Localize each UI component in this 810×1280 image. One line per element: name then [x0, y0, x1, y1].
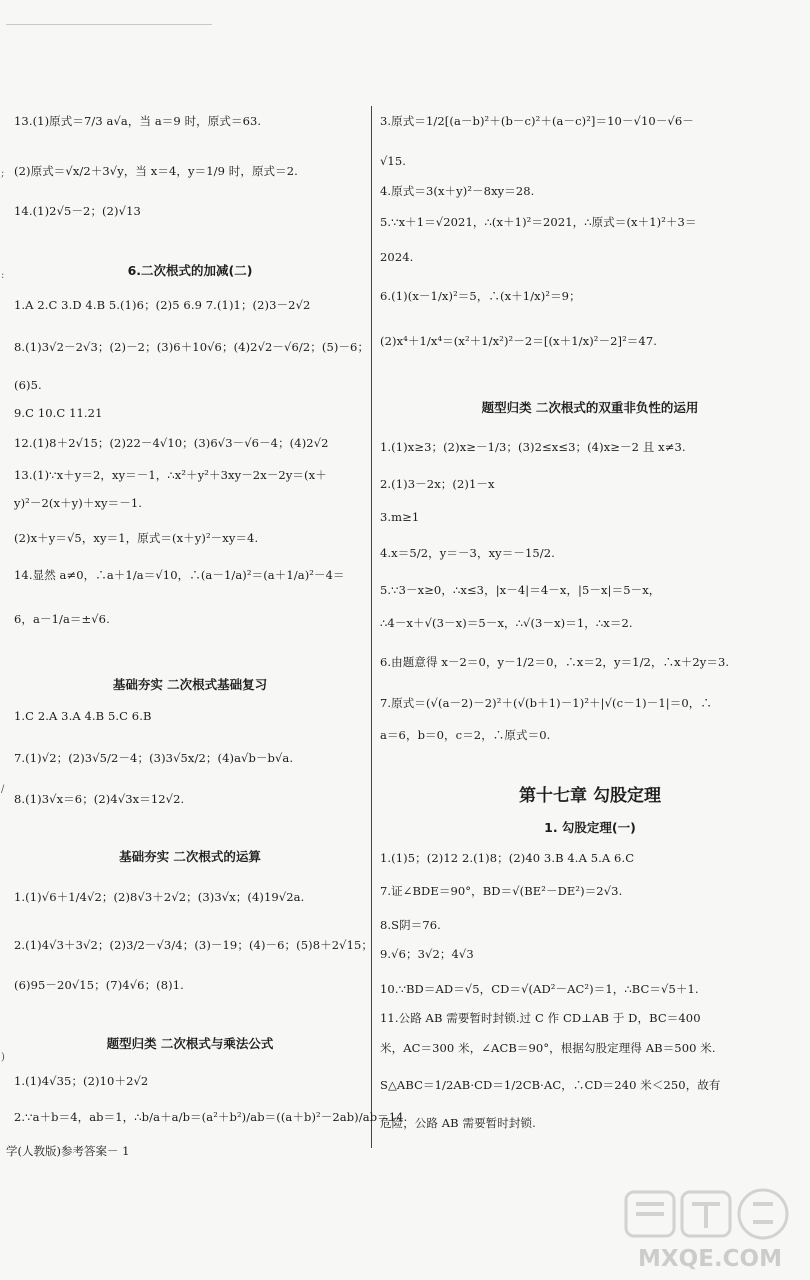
answer-line: ∴4－x＋√(3－x)＝5－x，∴√(3－x)＝1，∴x＝2.: [380, 616, 633, 630]
answer-line: 11.公路 AB 需要暂时封锁.过 C 作 CD⊥AB 于 D，BC＝400: [380, 1011, 701, 1025]
chapter-title: 第十七章 勾股定理: [519, 786, 661, 806]
answer-line: 2.(1)4√3＋3√2；(2)3/2－√3/4；(3)－19；(4)－6；(5)8＋2√15；: [14, 938, 374, 952]
answer-line: 5.∵3－x≥0，∴x≤3，|x－4|＝4－x，|5－x|＝5－x，: [380, 583, 661, 597]
binding-edge-mark: ;: [1, 168, 5, 179]
answer-line: (2)x＋y＝√5，xy＝1，原式＝(x＋y)²－xy＝4.: [14, 531, 259, 545]
answer-line: 8.(1)3√2－2√3；(2)－2；(3)6＋10√6；(4)2√2－√6/2；(5)－6；: [14, 340, 370, 354]
watermark-subtext: MXQE.COM: [638, 1246, 782, 1272]
answer-line: 2.(1)3－2x；(2)1－x: [380, 477, 495, 491]
section-heading: 基础夯实 二次根式基础复习: [112, 677, 268, 692]
answer-line: 1.(1)√6＋1/4√2；(2)8√3＋2√2；(3)3√x；(4)19√2a.: [14, 890, 305, 904]
answer-line: 9.C 10.C 11.21: [14, 406, 103, 420]
answer-line: 7.(1)√2；(2)3√5/2－4；(3)3√5x/2；(4)a√b－b√a.: [14, 751, 294, 765]
binding-edge-mark: ): [1, 1052, 5, 1063]
answer-line: (2)x⁴＋1/x⁴＝(x²＋1/x²)²－2＝[(x＋1/x)²－2]²＝47.: [380, 334, 657, 348]
page-footer: 学(人教版)参考答案－ 1: [6, 1144, 130, 1158]
answer-line: 12.(1)8＋2√15；(2)22－4√10；(3)6√3－√6－4；(4)2√2: [14, 436, 329, 450]
binding-edge-mark: /: [1, 784, 5, 795]
binding-edge-mark: :: [1, 270, 5, 281]
answer-line: 13.(1)∵x＋y＝2，xy＝－1，∴x²＋y²＋3xy－2x－2y＝(x＋: [14, 468, 327, 482]
answer-line: (6)5.: [14, 378, 42, 392]
answer-line: 14.显然 a≠0，∴a＋1/a＝√10，∴(a－1/a)²＝(a＋1/a)²－4＝: [14, 568, 345, 582]
answer-line: 4.原式＝3(x＋y)²－8xy＝28.: [380, 184, 535, 198]
answer-line: 1.(1)4√35；(2)10＋2√2: [14, 1074, 149, 1088]
section-heading: 1. 勾股定理(一): [544, 820, 636, 835]
answer-line: √15.: [380, 154, 407, 168]
answer-line: 14.(1)2√5－2；(2)√13: [14, 204, 141, 218]
answer-line: 3.原式＝1/2[(a－b)²＋(b－c)²＋(a－c)²]＝10－√10－√6－: [380, 114, 694, 128]
answer-line: 6，a－1/a＝±√6.: [14, 612, 110, 626]
section-heading: 题型归类 二次根式与乘法公式: [106, 1036, 274, 1051]
answer-line: 危险，公路 AB 需要暂时封锁.: [380, 1116, 536, 1130]
answer-line: 2024.: [380, 250, 414, 264]
column-divider: [371, 106, 372, 1148]
answer-line: (6)95－20√15；(7)4√6；(8)1.: [14, 978, 184, 992]
answer-line: a＝6，b＝0，c＝2，∴原式＝0.: [380, 728, 551, 742]
section-heading: 基础夯实 二次根式的运算: [119, 849, 261, 864]
section-heading: 6.二次根式的加减(二): [127, 263, 253, 278]
answer-line: 7.证∠BDE＝90°，BD＝√(BE²－DE²)＝2√3.: [380, 884, 623, 898]
answer-line: 1.(1)5；(2)12 2.(1)8；(2)40 3.B 4.A 5.A 6.C: [380, 851, 635, 865]
answer-line: 9.√6；3√2；4√3: [380, 947, 474, 961]
answer-line: 8.(1)3√x＝6；(2)4√3x＝12√2.: [14, 792, 185, 806]
answer-line: 13.(1)原式＝7/3 a√a，当 a＝9 时，原式＝63.: [14, 114, 262, 128]
answer-line: 6.(1)(x－1/x)²＝5，∴(x＋1/x)²＝9；: [380, 289, 581, 303]
answer-line: 5.∵x＋1＝√2021，∴(x＋1)²＝2021，∴原式＝(x＋1)²＋3＝: [380, 215, 697, 229]
answer-line: 米，AC＝300 米，∠ACB＝90°，根据勾股定理得 AB＝500 米.: [380, 1041, 716, 1055]
answer-line: 2.∵a＋b＝4，ab＝1，∴b/a＋a/b＝(a²＋b²)/ab＝((a＋b)²－2ab)/ab＝14.: [14, 1110, 408, 1124]
answer-line: S△ABC＝1/2AB·CD＝1/2CB·AC，∴CD＝240 米＜250，故有: [380, 1078, 721, 1092]
answer-line: 1.C 2.A 3.A 4.B 5.C 6.B: [14, 709, 152, 723]
answer-line: 3.m≥1: [380, 510, 420, 524]
section-heading: 题型归类 二次根式的双重非负性的运用: [481, 400, 699, 415]
answer-line: 4.x＝5/2，y＝－3，xy＝－15/2.: [380, 546, 555, 560]
answer-line: 8.S阴＝76.: [380, 918, 441, 932]
watermark-logo: [618, 1186, 802, 1274]
answer-line: 7.原式＝(√(a－2)－2)²＋(√(b＋1)－1)²＋|√(c－1)－1|＝0，∴: [380, 696, 712, 710]
top-rule: [6, 24, 212, 25]
answer-line: (2)原式＝√x/2＋3√y，当 x＝4，y＝1/9 时，原式＝2.: [14, 164, 298, 178]
answer-line: 6.由题意得 x－2＝0，y－1/2＝0，∴x＝2，y＝1/2，∴x＋2y＝3.: [380, 655, 730, 669]
answer-line: 1.(1)x≥3；(2)x≥－1/3；(3)2≤x≤3；(4)x≥－2 且 x≠3.: [380, 440, 686, 454]
answer-line: 1.A 2.C 3.D 4.B 5.(1)6；(2)5 6.9 7.(1)1；(2)3－2√2: [14, 298, 311, 312]
answer-line: 10.∵BD＝AD＝√5，CD＝√(AD²－AC²)＝1，∴BC＝√5＋1.: [380, 982, 699, 996]
answer-line: y)²－2(x＋y)＋xy＝－1.: [14, 496, 143, 510]
